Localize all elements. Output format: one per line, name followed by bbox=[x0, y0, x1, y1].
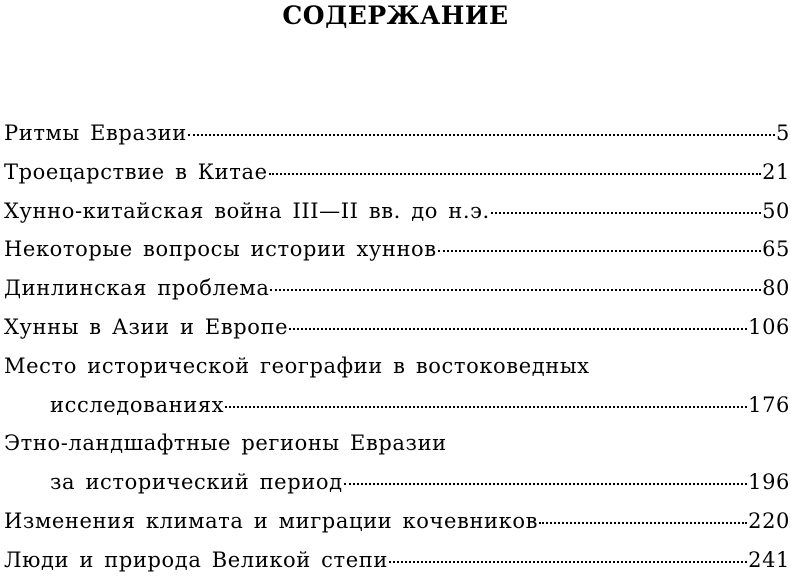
toc-entry-title: Изменения климата и миграции кочевников bbox=[4, 508, 539, 533]
toc-entry-page: 106 bbox=[748, 314, 790, 339]
toc-entry-continuation bbox=[4, 386, 790, 425]
dot-leader bbox=[269, 173, 761, 175]
toc-entry bbox=[4, 308, 790, 347]
toc-entry-title: Люди и природа Великой степи bbox=[4, 547, 388, 572]
toc-entry-title: Хунны в Азии и Европе bbox=[4, 314, 289, 339]
toc-entry bbox=[4, 230, 790, 269]
toc-entry-title: Некоторые вопросы истории хуннов bbox=[4, 237, 437, 262]
dot-leader bbox=[188, 134, 775, 136]
dot-leader bbox=[539, 522, 747, 524]
dot-leader bbox=[438, 250, 761, 252]
dot-leader bbox=[389, 561, 747, 563]
toc-entry-title: Троецарствие в Китае bbox=[4, 159, 268, 184]
toc-entry-page: 80 bbox=[762, 276, 790, 301]
page-title: СОДЕРЖАНИЕ bbox=[282, 1, 509, 30]
toc-entry-page: 196 bbox=[748, 470, 790, 495]
toc-entry-title: Динлинская проблема bbox=[4, 276, 270, 301]
dot-leader bbox=[289, 328, 747, 330]
toc-entry-page: 65 bbox=[762, 237, 790, 262]
toc-entry-title-continued: исследованиях bbox=[50, 392, 225, 417]
toc-entry bbox=[4, 269, 790, 308]
toc-entry-title-continued: за исторический период bbox=[50, 470, 343, 495]
toc-entry bbox=[4, 541, 790, 580]
toc-entry-page: 176 bbox=[748, 392, 790, 417]
toc-entry bbox=[4, 502, 790, 541]
toc-entry-page: 5 bbox=[776, 121, 790, 145]
toc-entry-title: Хунно-китайская война III—II вв. до н.э. bbox=[4, 198, 490, 223]
toc-entry-page: 220 bbox=[748, 508, 790, 533]
toc-entry-title: Место исторической географии в востоковедных bbox=[4, 353, 590, 378]
toc-entry-page: 241 bbox=[748, 547, 790, 572]
dot-leader bbox=[270, 289, 761, 291]
toc-entry-title: Этно-ландшафтные регионы Евразии bbox=[4, 431, 447, 456]
table-of-contents bbox=[4, 114, 790, 580]
toc-entry-page: 50 bbox=[762, 198, 790, 223]
dot-leader bbox=[344, 483, 747, 485]
dot-leader bbox=[491, 212, 761, 214]
toc-entry-page: 21 bbox=[762, 159, 790, 184]
toc-entry bbox=[4, 153, 790, 192]
toc-entry-first-line bbox=[4, 424, 790, 463]
dot-leader bbox=[225, 406, 747, 408]
toc-entry bbox=[4, 114, 790, 153]
toc-entry bbox=[4, 192, 790, 231]
toc-entry-first-line bbox=[4, 347, 790, 386]
toc-entry-continuation bbox=[4, 463, 790, 502]
toc-entry-title: Ритмы Евразии bbox=[4, 121, 187, 145]
